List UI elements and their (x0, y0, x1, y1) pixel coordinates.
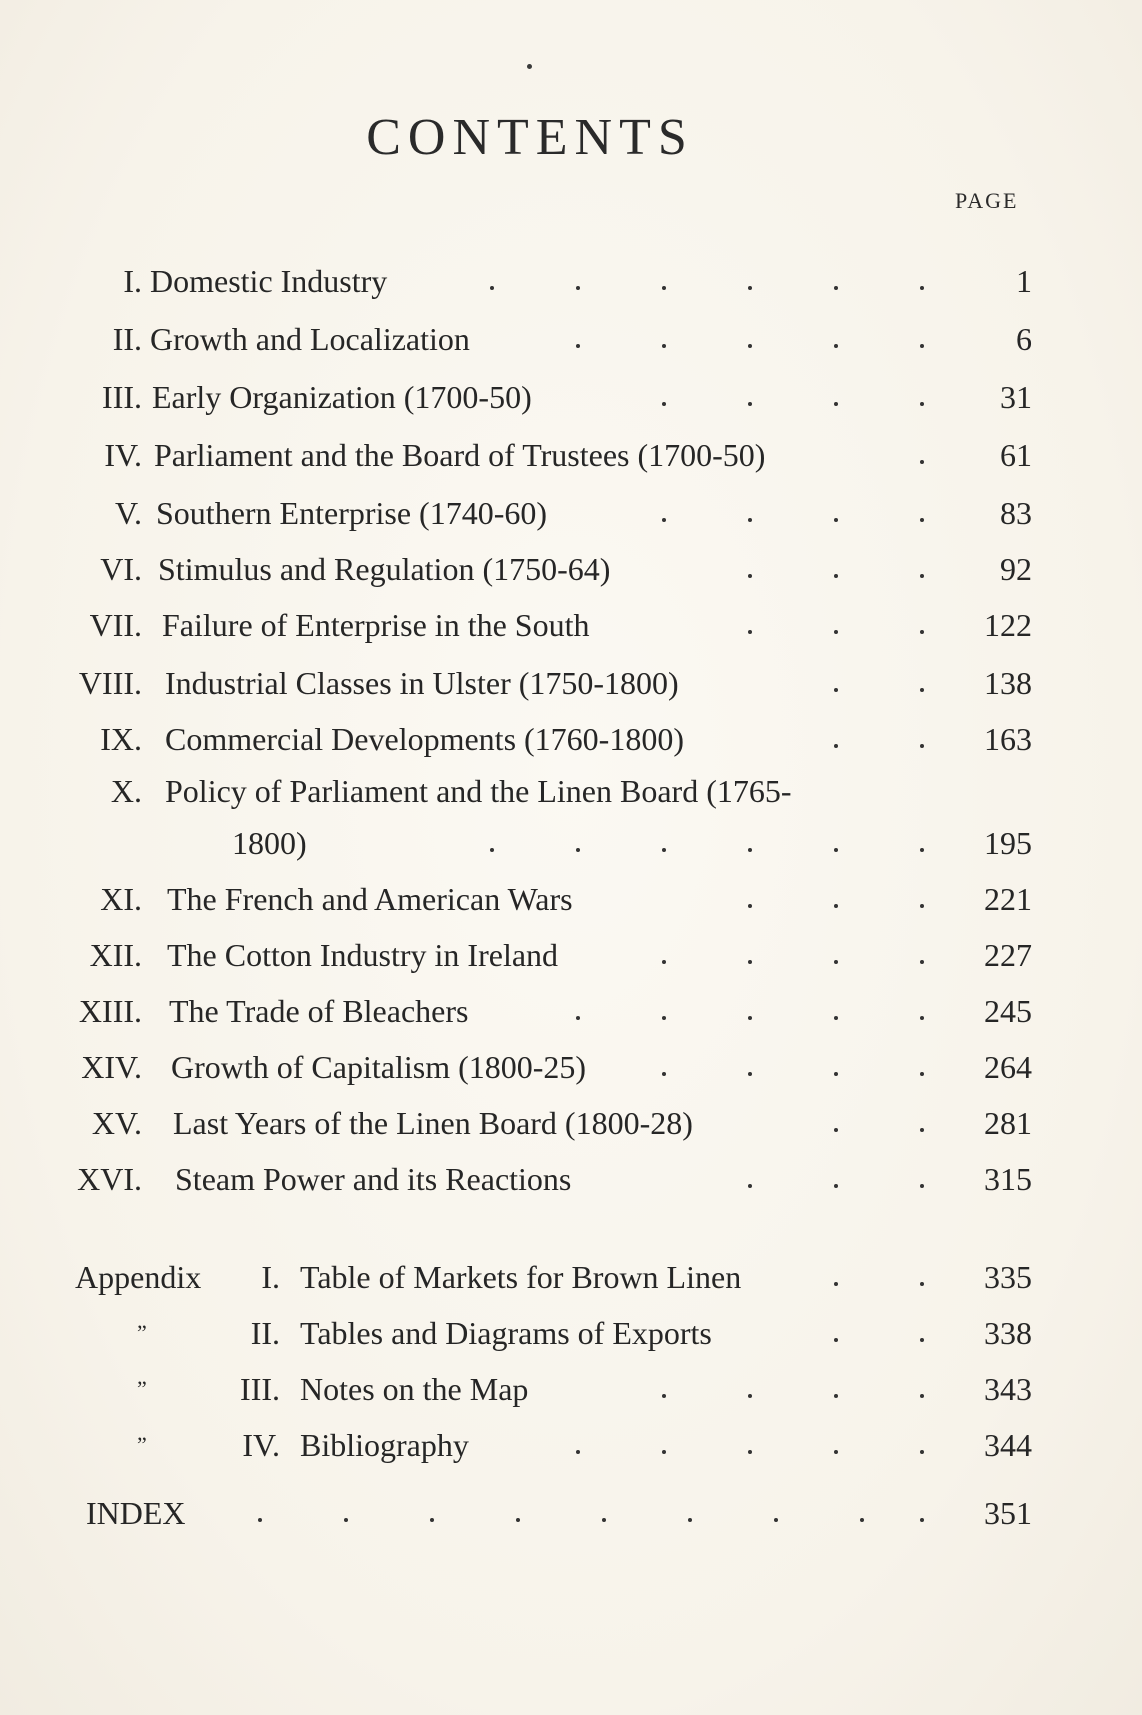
leader-dot (834, 744, 838, 748)
appendix-title: Tables and Diagrams of Exports (300, 1315, 712, 1351)
chapter-title: Growth of Capitalism (1800-25) (171, 1049, 587, 1085)
toc-entry[interactable] (0, 988, 1142, 1034)
leader-dot (662, 1072, 666, 1076)
leader-dot (688, 1518, 692, 1522)
appendix-numeral: II. (250, 1315, 280, 1351)
leader-dot (576, 848, 580, 852)
toc-entry[interactable] (0, 316, 1142, 362)
leader-dot (834, 960, 838, 964)
leader-dot (748, 1184, 752, 1188)
leader-dot (920, 286, 924, 290)
leader-dot (834, 1450, 838, 1454)
leader-dot (490, 286, 494, 290)
toc-entry[interactable] (0, 1044, 1142, 1090)
index-entry[interactable] (0, 1490, 1142, 1536)
leader-dot (748, 402, 752, 406)
chapter-title: The Trade of Bleachers (169, 993, 469, 1029)
leader-dot (920, 1184, 924, 1188)
toc-entry-continued[interactable] (0, 820, 1142, 866)
leader-dot (662, 848, 666, 852)
leader-dot (920, 848, 924, 852)
chapter-numeral: XIV. (81, 1049, 142, 1085)
chapter-title: The Cotton Industry in Ireland (167, 937, 559, 973)
leader-dot (834, 1394, 838, 1398)
page-number: 122 (984, 607, 1032, 643)
chapter-numeral: IV. (104, 437, 142, 473)
chapter-title: Parliament and the Board of Trustees (1700-50) (154, 437, 766, 473)
chapter-numeral: XI. (100, 881, 142, 917)
chapter-numeral: V. (115, 495, 142, 531)
toc-entry[interactable] (0, 660, 1142, 706)
appendix-label: Appendix (75, 1259, 202, 1295)
leader-dot (748, 518, 752, 522)
chapter-numeral: VIII. (78, 665, 142, 701)
appendix-entry[interactable] (0, 1366, 1142, 1412)
index-label: INDEX (86, 1495, 186, 1531)
leader-dot (662, 344, 666, 348)
page-number: 351 (984, 1495, 1032, 1531)
page-title: CONTENTS (366, 109, 694, 166)
chapter-numeral: XVI. (77, 1161, 142, 1197)
chapter-title: Failure of Enterprise in the South (162, 607, 590, 643)
appendix-title: Notes on the Map (300, 1371, 529, 1407)
leader-dot (920, 688, 924, 692)
leader-dot (576, 344, 580, 348)
chapter-title: Early Organization (1700-50) (152, 379, 532, 415)
toc-entry[interactable] (0, 716, 1142, 762)
appendix-title: Table of Markets for Brown Linen (300, 1259, 742, 1295)
leader-dot (834, 848, 838, 852)
leader-dot (748, 848, 752, 852)
leader-dot (920, 1128, 924, 1132)
leader-dot (834, 688, 838, 692)
chapter-numeral: VII. (89, 607, 142, 643)
leader-dot (748, 344, 752, 348)
leader-dot (576, 1016, 580, 1020)
leader-dot (834, 518, 838, 522)
page-number: 315 (984, 1161, 1032, 1197)
chapter-numeral: IX. (100, 721, 142, 757)
leader-dot (748, 574, 752, 578)
page-number: 83 (1000, 495, 1032, 531)
page-number: 31 (1000, 379, 1032, 415)
page-number: 163 (984, 721, 1032, 757)
leader-dot (920, 1282, 924, 1286)
leader-dot (834, 286, 838, 290)
leader-dot (920, 1394, 924, 1398)
ditto-mark: ” (137, 1376, 147, 1401)
chapter-title: Southern Enterprise (1740-60) (156, 495, 548, 531)
toc-entry[interactable] (0, 602, 1142, 648)
appendix-entry[interactable] (0, 1310, 1142, 1356)
ink-speck (527, 64, 532, 69)
chapter-numeral: III. (102, 379, 142, 415)
chapter-title: Stimulus and Regulation (1750-64) (158, 551, 611, 587)
appendix-numeral: IV. (242, 1427, 280, 1463)
chapter-numeral: I. (123, 263, 142, 299)
toc-entry[interactable] (0, 374, 1142, 420)
page-number: 227 (984, 937, 1032, 973)
leader-dot (834, 904, 838, 908)
toc-entry[interactable] (0, 546, 1142, 592)
page-number: 61 (1000, 437, 1032, 473)
ditto-mark: ” (137, 1320, 147, 1345)
leader-dot (834, 574, 838, 578)
leader-dot (920, 960, 924, 964)
page-number: 343 (984, 1371, 1032, 1407)
leader-dot (834, 402, 838, 406)
leader-dot (748, 1072, 752, 1076)
chapter-title: Policy of Parliament and the Linen Board (1765- (165, 773, 792, 809)
leader-dot (920, 1072, 924, 1076)
toc-entry[interactable] (0, 258, 1142, 304)
page-number: 264 (984, 1049, 1032, 1085)
page-number: 195 (984, 825, 1032, 861)
leader-dot (344, 1518, 348, 1522)
toc-entry[interactable] (0, 768, 1142, 814)
leader-dot (834, 1072, 838, 1076)
leader-dot (920, 1450, 924, 1454)
leader-dot (920, 402, 924, 406)
toc-entry[interactable] (0, 1156, 1142, 1202)
toc-entry[interactable] (0, 432, 1142, 478)
chapter-title: Commercial Developments (1760-1800) (165, 721, 684, 757)
leader-dot (662, 1450, 666, 1454)
chapter-numeral: VI. (100, 551, 142, 587)
leader-dot (258, 1518, 262, 1522)
chapter-numeral: XV. (91, 1105, 142, 1141)
leader-dot (920, 460, 924, 464)
chapter-title: Industrial Classes in Ulster (1750-1800) (165, 665, 679, 701)
leader-dot (834, 1016, 838, 1020)
page-number: 1 (1016, 263, 1032, 299)
leader-dot (920, 744, 924, 748)
leader-dot (748, 1394, 752, 1398)
appendix-numeral: I. (261, 1259, 280, 1295)
leader-dot (920, 630, 924, 634)
leader-dot (920, 1016, 924, 1020)
leader-dot (834, 1338, 838, 1342)
leader-dot (920, 1338, 924, 1342)
leader-dot (602, 1518, 606, 1522)
chapter-title: Domestic Industry (150, 263, 388, 299)
leader-dot (748, 286, 752, 290)
appendix-numeral: III. (240, 1371, 280, 1407)
page-number: 335 (984, 1259, 1032, 1295)
leader-dot (748, 1450, 752, 1454)
leader-dot (662, 1016, 666, 1020)
leader-dot (748, 1016, 752, 1020)
leader-dot (920, 344, 924, 348)
toc-entry[interactable] (0, 876, 1142, 922)
leader-dot (516, 1518, 520, 1522)
chapter-title: Steam Power and its Reactions (175, 1161, 572, 1197)
leader-dot (662, 402, 666, 406)
page-number: 344 (984, 1427, 1032, 1463)
leader-dot (834, 344, 838, 348)
appendix-entry[interactable] (0, 1254, 1142, 1300)
chapter-title: Last Years of the Linen Board (1800-28) (173, 1105, 693, 1141)
chapter-numeral: XII. (89, 937, 142, 973)
page-number: 281 (984, 1105, 1032, 1141)
leader-dot (834, 1282, 838, 1286)
leader-dot (748, 904, 752, 908)
ditto-mark: ” (137, 1432, 147, 1457)
toc-entry[interactable] (0, 490, 1142, 536)
page-number: 338 (984, 1315, 1032, 1351)
leader-dot (860, 1518, 864, 1522)
page-column-header: PAGE (955, 188, 1019, 213)
leader-dot (920, 904, 924, 908)
toc-entry[interactable] (0, 1100, 1142, 1146)
leader-dot (576, 1450, 580, 1454)
leader-dot (576, 286, 580, 290)
leader-dot (774, 1518, 778, 1522)
leader-dot (662, 286, 666, 290)
page-number: 138 (984, 665, 1032, 701)
leader-dot (490, 848, 494, 852)
toc-entry[interactable] (0, 932, 1142, 978)
appendix-entry[interactable] (0, 1422, 1142, 1468)
leader-dot (834, 1184, 838, 1188)
leader-dot (662, 518, 666, 522)
page-number: 245 (984, 993, 1032, 1029)
leader-dot (430, 1518, 434, 1522)
leader-dot (834, 1128, 838, 1132)
leader-dot (748, 960, 752, 964)
chapter-numeral: II. (112, 321, 142, 357)
page-number: 221 (984, 881, 1032, 917)
chapter-title: Growth and Localization (150, 321, 470, 357)
chapter-title: The French and American Wars (167, 881, 573, 917)
leader-dot (662, 1394, 666, 1398)
leader-dot (662, 960, 666, 964)
leader-dot (920, 1518, 924, 1522)
leader-dot (920, 518, 924, 522)
chapter-numeral: XIII. (78, 993, 142, 1029)
page-number: 92 (1000, 551, 1032, 587)
chapter-title-continued: 1800) (232, 825, 307, 861)
appendix-title: Bibliography (300, 1427, 469, 1463)
chapter-numeral: X. (110, 773, 142, 809)
leader-dot (920, 574, 924, 578)
page-number: 6 (1016, 321, 1032, 357)
leader-dot (748, 630, 752, 634)
leader-dot (834, 630, 838, 634)
